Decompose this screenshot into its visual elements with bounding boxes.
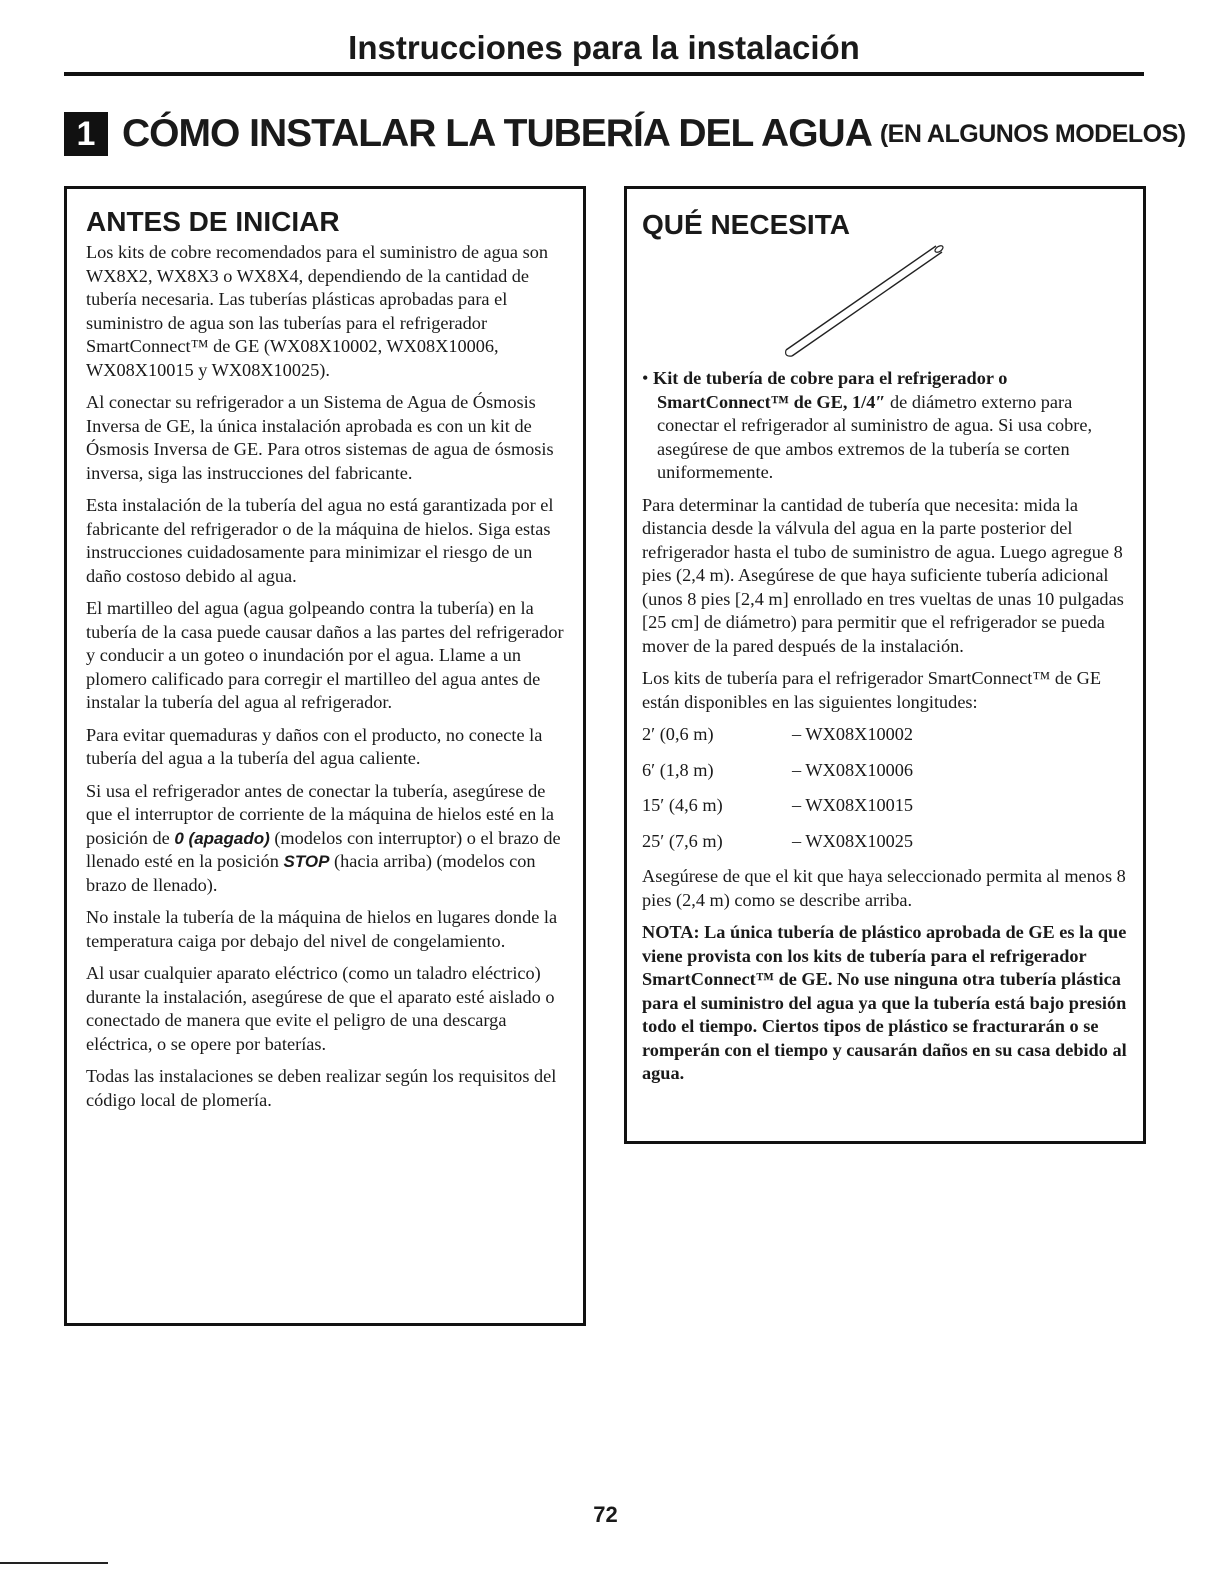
length-size: 25′ (7,6 m) — [642, 830, 723, 851]
length-table — [642, 723, 1132, 853]
paragraph: Todas las instalaciones se deben realizar según los requisitos del código local de plomería. — [86, 1066, 557, 1110]
paragraph: Para determinar la cantidad de tubería que necesita: mida la distancia desde la válvula del agua en la parte posterior del refrigerador hasta el tubo de suministro de agua. Luego agregue 8 pies (2,4 m). Asegúrese de que haya suficiente tubería adicional (unos 8 pies [2,4 m] enrollado en tres vueltas de unas 10 pulgadas [25 cm] de diámetro) para permitir que el refrigerador se pueda mover de la pared después de la instalación. — [642, 494, 1124, 656]
paragraph: Al conectar su refrigerador a un Sistema de Agua de Ósmosis Inversa de GE, la única instalación aprobada es con un kit de Ósmosis Inversa de GE. Para otros sistemas de agua de ósmosis inversa, siga las instrucciones del fabricante. — [86, 392, 554, 483]
paragraph: El martilleo del agua (agua golpeando contra la tubería) en la tubería de la casa puede causar daños a las partes del refrigerador y conducir a un goteo o inundación por el agua. Llame a un plomero calificado para corregir el martilleo del agua antes de instalar la tubería del agua al refrigerador. — [86, 598, 564, 712]
section-title — [64, 112, 1186, 156]
tubing-kit-name: Kit de tubería de cobre para el refrigerador o SmartConnect™ de GE, 1/4″ — [652, 368, 1008, 412]
header-rule — [64, 72, 1144, 76]
paragraph: Los kits de cobre recomendados para el suministro de agua son WX8X2, WX8X3 o WX8X4, dependiendo de la cantidad de tubería necesaria. Las tuberías plásticas aprobadas para el suministro de agua son las tuberías para el refrigerador SmartConnect™ de GE (WX08X10002, WX08X10006, WX08X10015 y WX08X10025). — [86, 242, 548, 380]
what-you-need-text — [642, 367, 1132, 1095]
length-size: 2′ (0,6 m) — [642, 724, 714, 744]
before-you-begin-heading: ANTES DE INICIAR — [86, 206, 340, 237]
text-run: (modelos con interruptor) o el brazo de llenado esté en la posición — [86, 827, 561, 871]
length-row — [642, 794, 1132, 818]
length-row — [642, 723, 1132, 747]
section-title-subtitle: (EN ALGUNOS MODELOS) — [879, 119, 1186, 148]
stop-position-label: STOP — [283, 852, 330, 871]
before-you-begin-text — [86, 241, 566, 1121]
note-paragraph: NOTA: La única tubería de plástico aprobada de GE es la que viene provista con los kits de tubería para el refrigerador SmartConnect™ de GE. No use ninguna otra tubería plástica para el suministro del agua ya que la tubería está bajo presión todo el tiempo. Ciertos tipos de plástico se fracturarán o se romperán con el tiempo y causarán daños en su casa debido al agua. — [642, 922, 1127, 1083]
length-row — [642, 830, 1132, 854]
paragraph: Para evitar quemaduras y daños con el producto, no conecte la tubería del agua a la tubería del agua caliente. — [86, 724, 543, 768]
paragraph: Al usar cualquier aparato eléctrico (como un taladro eléctrico) durante la instalación, asegúrese de que el aparato esté aislado o conectado de manera que evite el peligro de una descarga eléctrica, o se opere por baterías. — [86, 963, 555, 1054]
tubing-illustration — [770, 236, 970, 366]
part-number: – WX08X10002 — [792, 724, 914, 744]
text-run: de diámetro externo para conectar el refrigerador al suministro de agua. Si usa cobre, asegúrese de que ambos extremos de la tubería se corten uniformemente. — [657, 391, 1093, 482]
part-number: – WX08X10015 — [792, 795, 914, 815]
part-number: – WX08X10025 — [792, 830, 914, 851]
part-number: – WX08X10006 — [792, 759, 914, 780]
step-number-badge: 1 — [64, 112, 108, 156]
footer-rule — [0, 1562, 108, 1564]
tubing-icon — [770, 236, 970, 366]
paragraph: Los kits de tubería para el refrigerador SmartConnect™ de GE están disponibles en las siguientes longitudes: — [642, 668, 1102, 712]
text-run: Si usa el refrigerador antes de conectar la tubería, asegúrese de que el interruptor de corriente de la máquina de hielos esté en la posición de — [86, 780, 555, 848]
what-you-need-heading: QUÉ NECESITA — [642, 209, 850, 240]
page-number: 72 — [593, 1502, 618, 1527]
paragraph: No instale la tubería de la máquina de hielos en lugares donde la temperatura caiga por debajo del nivel de congelamiento. — [86, 907, 558, 951]
section-title-main: CÓMO INSTALAR LA TUBERÍA DEL AGUA — [122, 112, 872, 155]
page-header: Instrucciones para la instalación — [348, 29, 860, 66]
text-run: (hacia arriba) (modelos con brazo de llenado). — [86, 851, 536, 895]
tubing-kit-bullet: • Kit de tubería de cobre para el refrigerador o SmartConnect™ de GE, 1/4″ de diámetro externo para conectar el refrigerador al suministro de agua. Si usa cobre, asegúrese de que ambos extremos de la tubería se corten uniformemente. — [642, 368, 1093, 482]
length-size: 15′ (4,6 m) — [642, 795, 723, 815]
length-size: 6′ (1,8 m) — [642, 759, 714, 780]
paragraph: Esta instalación de la tubería del agua no está garantizada por el fabricante del refrigerador o de la máquina de hielos. Siga estas instrucciones cuidadosamente para minimizar el riesgo de un daño costoso debido al agua. — [86, 495, 554, 586]
length-row — [642, 759, 1132, 783]
paragraph: Asegúrese de que el kit que haya seleccionado permita al menos 8 pies (2,4 m) como se describe arriba. — [642, 866, 1126, 910]
paragraph — [86, 780, 566, 898]
off-position-label: 0 (apagado) — [174, 828, 270, 848]
